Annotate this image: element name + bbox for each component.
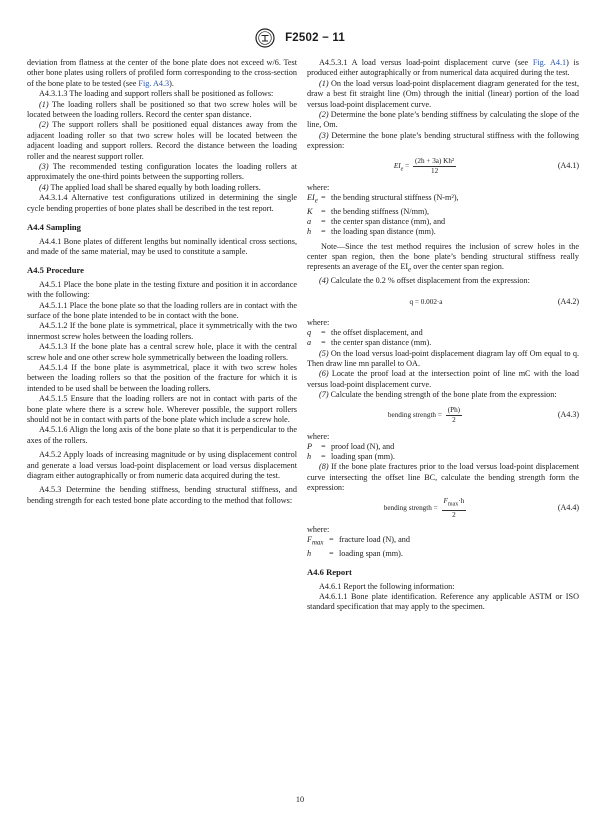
definition-text: the bending stiffness (N/mm),: [331, 206, 430, 216]
para-a4-5-3-1: A4.5.3.1 A load versus load-point displacement curve (see Fig. A4.1) is produced either autographically or from numerical data acquired during the test.: [307, 58, 579, 78]
equation-a4-1: [307, 157, 579, 177]
equals-sign: =: [329, 535, 334, 545]
para-a4-3-1-4: A4.3.1.4 Alternative test configurations utilized in determining the single cycle bending properties of bone plates shall be described in the test report.: [27, 193, 297, 213]
page-number: 10: [295, 795, 305, 804]
equals-sign: =: [321, 193, 326, 203]
where-label: where:: [307, 317, 330, 327]
para-a4-5-2: A4.5.2 Apply loads of increasing magnitude or by using displacement control and generate a load versus load-point displacement or load versus displacement diagram either autographically or from numeric data acquired during the test.: [27, 450, 297, 481]
definition-symbol: $F_{max}$: [307, 535, 324, 547]
section-heading-sampling: A4.4 Sampling: [27, 222, 81, 233]
page-header: [0, 28, 600, 48]
equals-sign: =: [329, 548, 334, 558]
definition-text: the bending structural stiffness (N-m²),: [331, 193, 459, 203]
equals-sign: =: [321, 442, 326, 452]
definition-text: loading span (mm).: [339, 548, 403, 558]
equals-sign: =: [321, 338, 326, 348]
definition-item: [307, 217, 579, 227]
where-label: where:: [307, 524, 330, 534]
equation-number: (A4.4): [557, 503, 579, 513]
definition-text: fracture load (N), and: [339, 535, 410, 545]
item-3: (3) The recommended testing configuration locates the loading rollers at approximately the one-third points between the supporting rollers.: [27, 162, 297, 182]
para-a4-5-3: A4.5.3 Determine the bending stiffness, bending structural stiffness, and bending strength for each tested bone plate according to the method that follows:: [27, 485, 297, 505]
para-a4-5-1-1: A4.5.1.1 Place the bone plate so that the loading rollers are in contact with the surface of the bone plate intended to be in contact with the bone.: [27, 300, 297, 320]
para-a4-5-1-6: A4.5.1.6 Align the long axis of the bone plate so that it is perpendicular to the axes of the rollers.: [27, 425, 297, 445]
definition-item: [307, 549, 579, 559]
definition-item: [307, 535, 579, 549]
equals-sign: =: [321, 217, 326, 227]
equation-number: (A4.2): [557, 296, 579, 306]
step-6: (6) Locate the proof load at the intersection point of line mC with the load versus load-point displacement curve.: [307, 369, 579, 389]
document-id: F2502 − 11: [285, 32, 345, 44]
fig-a4-3-link[interactable]: Fig. A4.3: [138, 78, 170, 88]
step-4: (4) Calculate the 0.2 % offset displacement from the expression:: [319, 276, 530, 286]
step-1: (1) On the load versus load-point displacement diagram generated for the test, draw a best fit straight line (Om) through the initial (linear) portion of the load versus load-point displacement curve.: [307, 78, 579, 109]
equation-a4-4-body: bending strength = $\frac{F_{max}\cdot h}{2}$: [383, 497, 465, 519]
fig-a4-1-link[interactable]: Fig. A4.1: [532, 58, 567, 67]
para-a4-5-1-5: A4.5.1.5 Ensure that the loading rollers are not in contact with parts of the bone plate where there is a screw hole. Wherever possible, the support rollers should not be in contact with parts of the bone plate which include a screw hole.: [27, 394, 297, 424]
section-heading-report: A4.6 Report: [307, 567, 352, 578]
item-4: (4) The applied load shall be shared equally by both loading rollers.: [39, 182, 261, 192]
definition-symbol: h: [307, 548, 312, 558]
definition-item: [307, 452, 579, 462]
step-8: (8) If the bone plate fractures prior to the load versus load-point displacement curve intersecting the offset line BC, calculate the bending strength form the expression:: [307, 462, 579, 493]
equation-a4-3-body: bending strength = $\frac{(Ph)}{2}$: [387, 406, 461, 425]
equation-a4-2-body: q = 0.002·a: [409, 297, 443, 306]
paragraph-continuation: deviation from flatness at the center of the bone plate does not exceed w/6. Test other bone plates using rollers of profiled form corresponding to the cross-section of the bone plate to be tested (see Fig. A4.3).: [27, 58, 297, 88]
equation-number: (A4.3): [557, 410, 579, 420]
definition-symbol: a: [307, 217, 312, 227]
section-heading-procedure: A4.5 Procedure: [27, 265, 84, 276]
definition-symbol: K: [307, 206, 313, 216]
para-a4-6-1-1: A4.6.1.1 Bone plate identification. Reference any applicable ASTM or ISO standard specification that may apply to the specimen.: [307, 591, 579, 612]
definition-item: [307, 193, 579, 207]
equation-a4-4: [307, 499, 579, 519]
definition-item: [307, 328, 579, 338]
definition-item: [307, 338, 579, 348]
equation-number: (A4.1): [557, 161, 579, 171]
para-a4-5-1: A4.5.1 Place the bone plate in the testing fixture and position it in accordance with the following:: [27, 279, 297, 300]
definition-symbol: $EI_e$: [307, 193, 318, 205]
definition-text: proof load (N), and: [331, 442, 395, 452]
left-column: [27, 58, 297, 506]
astm-logo-icon: [255, 28, 275, 48]
item-1: (1) The loading rollers shall be positioned so that two screw holes will be located between the loading rollers. Record the center span distance.: [27, 99, 297, 120]
equals-sign: =: [321, 206, 326, 216]
step-7: (7) Calculate the bending strength of the bone plate from the expression:: [319, 390, 557, 400]
para-a4-6-1: A4.6.1 Report the following information:: [319, 581, 455, 591]
equation-a4-3: [307, 406, 579, 426]
para-a4-4-1: A4.4.1 Bone plates of different lengths but nominally identical cross sections, and made of the same material, may be used to constitute a sample.: [27, 236, 297, 256]
definition-symbol: a: [307, 338, 312, 348]
para-a4-5-1-3: A4.5.1.3 If the bone plate has a central screw hole, place it with the central screw hole and one other screw hole symmetrically between the loading rollers.: [27, 342, 297, 362]
step-2: (2) Determine the bone plate’s bending stiffness by calculating the slope of the line, Om.: [307, 110, 579, 130]
step-3: (3) Determine the bone plate’s bending structural stiffness with the following expression:: [307, 130, 579, 151]
definition-text: the center span distance (mm), and: [331, 217, 446, 227]
para-a4-5-1-4: A4.5.1.4 If the bone plate is asymmetrical, place it with two screw holes between the loading rollers so that the position of the fracture for which it is intended to be used shall be between the loading rollers.: [27, 362, 297, 393]
definition-item: [307, 207, 579, 217]
definition-text: the offset displacement, and: [331, 328, 423, 338]
definitions-a4-3: [307, 442, 579, 462]
equals-sign: =: [321, 227, 326, 237]
equals-sign: =: [321, 452, 326, 462]
equation-a4-2: [307, 292, 579, 312]
definition-item: [307, 442, 579, 452]
definition-symbol: P: [307, 442, 313, 452]
definitions-a4-4: [307, 535, 579, 559]
where-label: where:: [307, 431, 330, 441]
definition-item: [307, 227, 579, 237]
note: Note—Since the test method requires the inclusion of screw holes in the center span region, then the bone plate’s bending structural stiffness really represents an average of the $EI_e$ over the center span region.: [307, 241, 579, 274]
definitions-a4-2: [307, 328, 579, 348]
para-a4-3-1-3: A4.3.1.3 The loading and support rollers shall be positioned as follows:: [39, 89, 274, 99]
definition-symbol: q: [307, 328, 312, 338]
item-2: (2) The support rollers shall be positioned equal distances away from the adjacent loading roller so that two screw holes will be located between the adjacent loading and support rollers. Record the distance between the loading roller and the nearest support roller.: [27, 120, 297, 161]
definition-text: the loading span distance (mm).: [331, 227, 436, 237]
definition-text: loading span (mm).: [331, 452, 395, 462]
right-column: [307, 58, 579, 613]
para-a4-5-1-2: A4.5.1.2 If the bone plate is symmetrical, place it symmetrically with the two innermost screw holes between the loading rollers.: [27, 321, 297, 341]
equation-a4-1-body: $EI_e$ = $\frac{\text{(2h + 3a) Kh²}}{12}$: [393, 157, 455, 176]
step-5: (5) On the load versus load-point displacement diagram lay off Om equal to q. Then draw line mn parallel to OA.: [307, 348, 579, 368]
where-label: where:: [307, 182, 330, 192]
definition-text: the center span distance (mm).: [331, 338, 432, 348]
definition-symbol: h: [307, 227, 312, 237]
equals-sign: =: [321, 328, 326, 338]
definitions-a4-1: [307, 193, 579, 237]
definition-symbol: h: [307, 452, 312, 462]
